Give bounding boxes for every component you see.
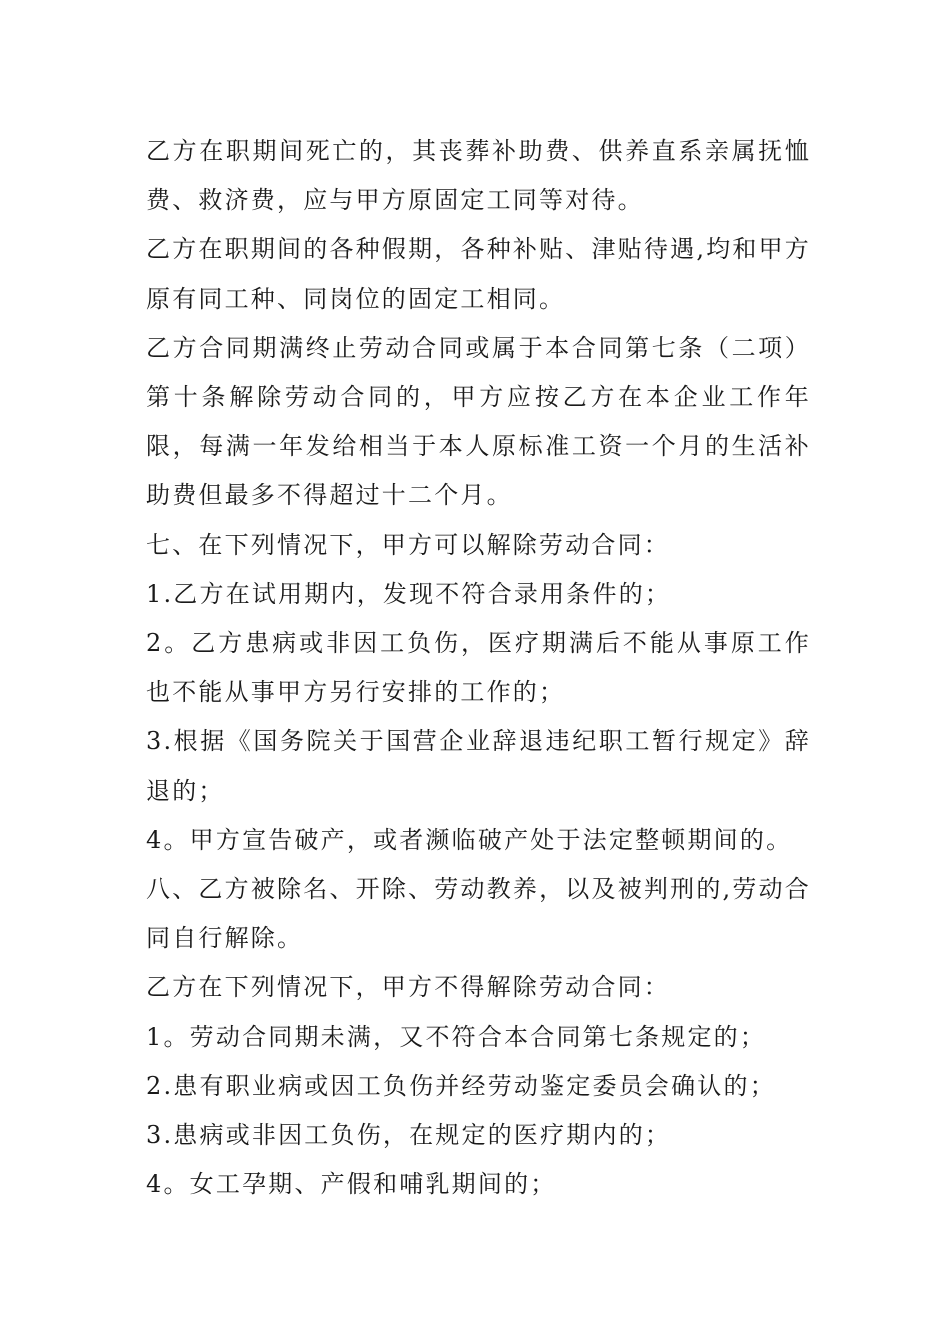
- paragraph-living-subsidy: 乙方合同期满终止劳动合同或属于本合同第七条（二项）第十条解除劳动合同的，甲方应按乙方在本企业工作年限，每满一年发给相当于本人原标准工资一个月的生活补助费但最多不得超过十二个月。: [146, 333, 811, 510]
- list-item-seven-2: 2。乙方患病或非因工负伤，医疗期满后不能从事原工作也不能从事甲方另行安排的工作的；: [146, 629, 811, 707]
- section-heading-seven: 七、在下列情况下，甲方可以解除劳动合同：: [146, 530, 670, 559]
- list-item-eight-4: 4。女工孕期、产假和哺乳期间的；: [146, 1170, 557, 1199]
- list-item-eight-1: 1。劳动合同期未满，又不符合本合同第七条规定的；: [146, 1022, 767, 1051]
- section-heading-eight: 八、乙方被除名、开除、劳动教养，以及被判刑的,劳动合同自行解除。: [146, 875, 811, 953]
- document-body: [146, 127, 811, 1209]
- list-item-eight-2: 2.患有职业病或因工负伤并经劳动鉴定委员会确认的；: [146, 1071, 776, 1100]
- paragraph-leave-allowance: 乙方在职期间的各种假期，各种补贴、津贴待遇,均和甲方原有同工种、同岗位的固定工相同。: [146, 235, 811, 313]
- list-item-seven-1: 1.乙方在试用期内，发现不符合录用条件的；: [146, 579, 672, 608]
- list-item-seven-3: 3.根据《国务院关于国营企业辞退违纪职工暂行规定》辞退的；: [146, 727, 811, 805]
- paragraph-funeral-subsidy: 乙方在职期间死亡的，其丧葬补助费、供养直系亲属抚恤费、救济费，应与甲方原固定工同等对待。: [146, 137, 811, 215]
- list-item-seven-4: 4。甲方宣告破产，或者濒临破产处于法定整顿期间的。: [146, 825, 793, 854]
- paragraph-cannot-terminate: 乙方在下列情况下，甲方不得解除劳动合同：: [146, 973, 670, 1002]
- list-item-eight-3: 3.患病或非因工负伤，在规定的医疗期内的；: [146, 1121, 672, 1150]
